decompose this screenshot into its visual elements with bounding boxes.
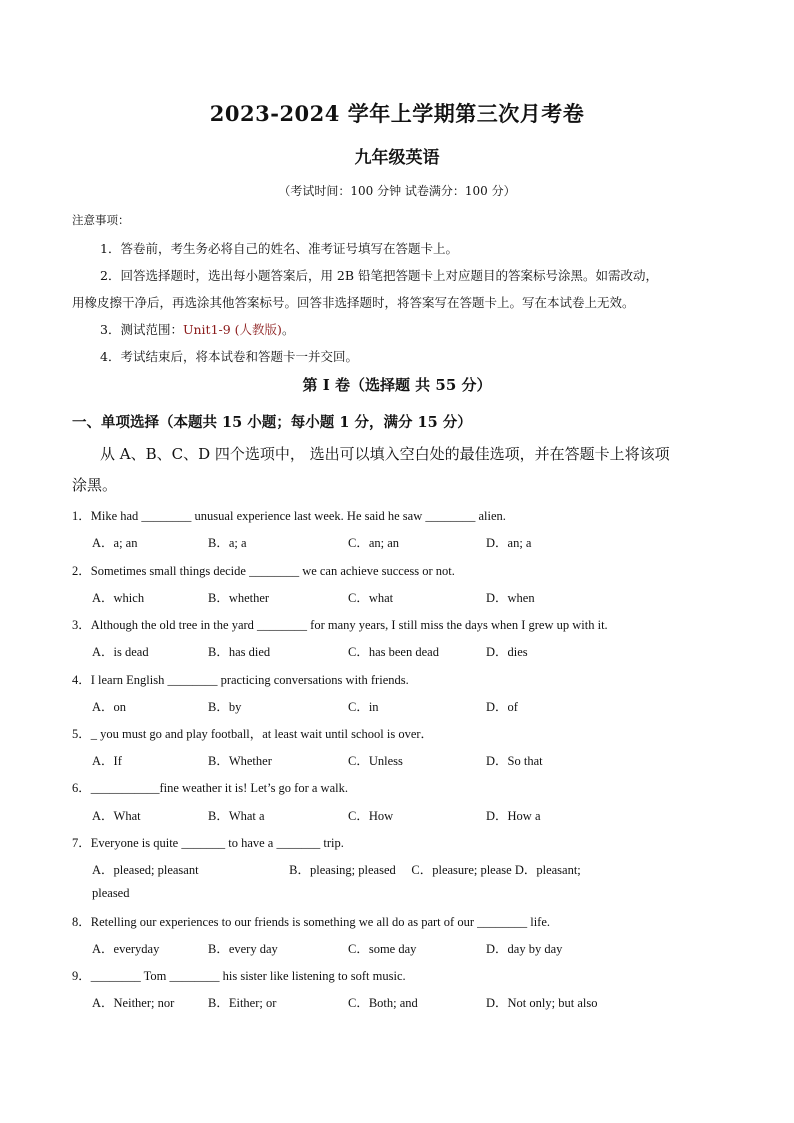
option-b: B．by <box>208 700 242 714</box>
question-stem: 7．Everyone is quite _______ to have a _______ trip. <box>72 836 344 850</box>
option-a: A．What <box>92 809 141 823</box>
notice-item-3-suffix: 。 <box>281 322 295 337</box>
notice-item-3-prefix: 3．测试范围： <box>100 322 183 337</box>
page-subtitle: 九年级英语 <box>354 148 440 168</box>
test-scope: Unit1-9 (人教版) <box>182 322 282 337</box>
question-stem: 5．_ you must go and play football，at least wait until school is over． <box>72 727 434 741</box>
option-c: C．in <box>348 700 379 714</box>
question-stem: 6．___________fine weather it is! Let’s go for a walk. <box>72 781 348 795</box>
notice-item-3 <box>100 320 294 338</box>
option-b: B．has died <box>208 645 271 659</box>
option-d: D．day by day <box>486 942 563 956</box>
option-b: B．a; a <box>208 536 247 550</box>
option-d: D．when <box>486 591 535 605</box>
options-line-continued: pleased <box>92 886 130 900</box>
option-d: D．dies <box>486 645 528 659</box>
option-c: C．Unless <box>348 754 403 768</box>
question-stem: 1．Mike had ________ unusual experience last week. He said he saw ________ alien. <box>72 509 506 523</box>
question-stem: 2．Sometimes small things decide ________ we can achieve success or not. <box>72 564 455 578</box>
instruction-line-1: 从 A、B、C、D 四个选项中， 选出可以填入空白处的最佳选项，并在答题卡上将该项 <box>100 445 670 463</box>
question-stem: 4．I learn English ________ practicing conversations with friends. <box>72 673 409 687</box>
option-a: A．on <box>92 700 127 714</box>
question-stem: 8．Retelling our experiences to our friends is something we all do as part of our ________ life. <box>72 915 551 929</box>
option-b: B．every day <box>208 942 278 956</box>
option-d: D．of <box>486 700 518 714</box>
option-c: C．Both; and <box>348 996 418 1010</box>
options-line: A．pleased; pleasant B．pleasing; pleased C．pleasure; please D．pleasant; <box>92 863 581 877</box>
exam-info: （考试时间：100 分钟 试卷满分：100 分） <box>278 184 516 198</box>
page-title: 2023-2024 学年上学期第三次月考卷 <box>209 101 585 126</box>
option-d: D．an; a <box>486 536 532 550</box>
option-c: C．has been dead <box>348 645 439 659</box>
question-stem: 3．Although the old tree in the yard ________ for many years, I still miss the days when I grew up with it. <box>72 618 608 632</box>
section-title: 一、单项选择（本题共 15 小题；每小题 1 分，满分 15 分） <box>72 414 472 431</box>
option-b: B．Whether <box>208 754 272 768</box>
question-stem: 9．________ Tom ________ his sister like listening to soft music. <box>72 969 406 983</box>
option-a: A．everyday <box>92 942 160 956</box>
option-a: A．Neither; nor <box>92 996 175 1010</box>
notice-item-2-line-2: 用橡皮擦干净后，再选涂其他答案标号。回答非选择题时，将答案写在答题卡上。写在本试卷上无效。 <box>72 295 635 310</box>
option-c: C．How <box>348 809 394 823</box>
instruction-line-2: 涂黑。 <box>72 476 118 494</box>
option-d: D．So that <box>486 754 543 768</box>
option-b: B．Either; or <box>208 996 277 1010</box>
option-b: B．What a <box>208 809 265 823</box>
option-c: C．an; an <box>348 536 400 550</box>
notice-item-2-line-1: 2．回答选择题时，选出每小题答案后，用 2B 铅笔把答题卡上对应题目的答案标号涂黑。如需改动， <box>100 268 659 283</box>
option-a: A．If <box>92 754 122 768</box>
option-d: D．Not only; but also <box>486 996 598 1010</box>
notice-heading: 注意事项： <box>72 213 130 227</box>
option-c: C．what <box>348 591 394 605</box>
part-title: 第 I 卷（选择题 共 55 分） <box>302 376 492 394</box>
option-d: D．How a <box>486 809 541 823</box>
option-a: A．which <box>92 591 145 605</box>
notice-item-1: 1．答卷前，考生务必将自己的姓名、准考证号填写在答题卡上。 <box>100 241 458 256</box>
option-c: C．some day <box>348 942 417 956</box>
option-a: A．is dead <box>92 645 149 659</box>
option-b: B．whether <box>208 591 270 605</box>
option-a: A．a; an <box>92 536 138 550</box>
notice-item-4: 4．考试结束后，将本试卷和答题卡一并交回。 <box>100 349 358 364</box>
